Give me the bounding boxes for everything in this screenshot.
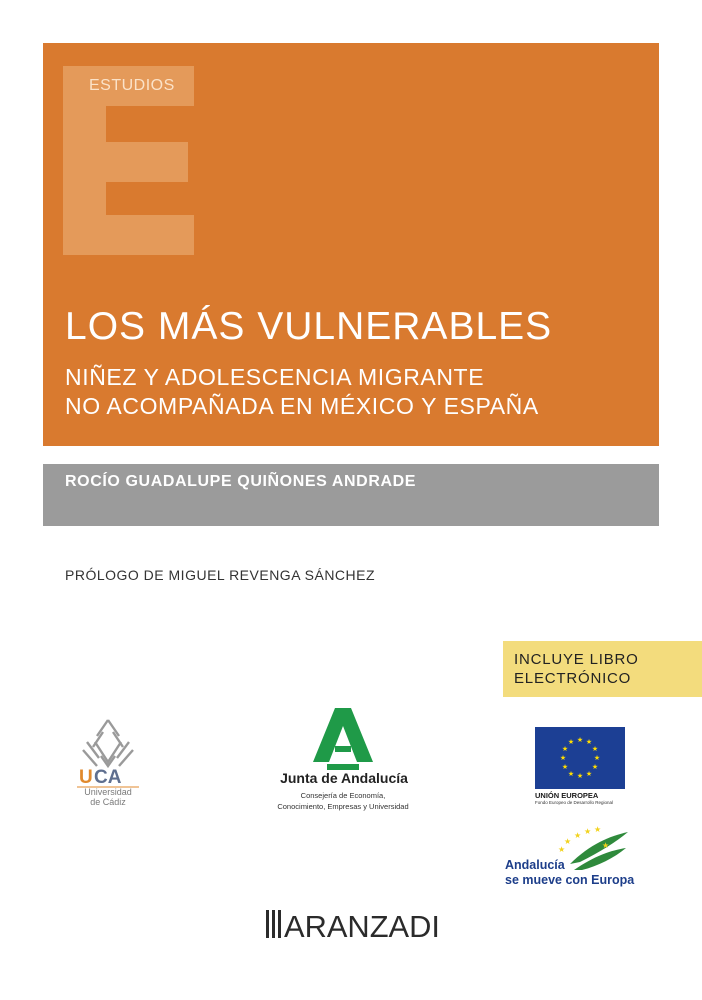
svg-text:U: U <box>79 767 93 788</box>
ebook-badge <box>503 641 702 697</box>
svg-text:★: ★ <box>561 745 569 753</box>
junta-department-line: Conocimiento, Empresas y Universidad <box>277 802 409 811</box>
svg-text:★: ★ <box>564 837 572 846</box>
svg-text:★: ★ <box>567 770 575 778</box>
uca-caption-line: Universidad <box>84 787 132 797</box>
aranzadi-logo <box>266 906 446 942</box>
series-label: ESTUDIOS <box>89 77 175 94</box>
book-subtitle <box>65 363 539 421</box>
junta-name: Junta de Andalucía <box>280 770 408 786</box>
ebook-badge-text <box>514 650 639 688</box>
subtitle-line: NO ACOMPAÑADA EN MÉXICO Y ESPAÑA <box>65 393 539 419</box>
svg-text:★: ★ <box>585 770 593 778</box>
author-band <box>43 464 659 526</box>
svg-text:★: ★ <box>584 827 592 836</box>
eu-fund: Fondo Europeo de Desarrollo Regional <box>535 800 614 805</box>
svg-text:CA: CA <box>94 767 122 788</box>
svg-text:★: ★ <box>593 754 601 762</box>
andalucia-europa-line: Andalucía <box>505 858 565 872</box>
junta-department <box>258 790 428 812</box>
svg-text:★: ★ <box>585 738 593 746</box>
svg-text:★: ★ <box>558 845 566 854</box>
junta-department-line: Consejería de Economía, <box>300 791 386 800</box>
author-name: ROCÍO GUADALUPE QUIÑONES ANDRADE <box>65 473 417 490</box>
book-title: LOS MÁS VULNERABLES <box>65 305 553 348</box>
svg-text:★: ★ <box>591 763 599 771</box>
svg-text:★: ★ <box>591 745 599 753</box>
andalucia-europa-line: se mueve con Europa <box>505 873 635 887</box>
svg-text:★: ★ <box>559 754 567 762</box>
prologue-credit: PRÓLOGO DE MIGUEL REVENGA SÁNCHEZ <box>65 567 376 583</box>
publisher-name: ARANZADI <box>284 909 440 942</box>
eu-name: UNIÓN EUROPEA <box>535 791 599 800</box>
ebook-line: ELECTRÓNICO <box>514 670 632 687</box>
svg-text:★: ★ <box>594 826 602 834</box>
andalucia-europa-text <box>505 858 634 888</box>
cover-panel <box>43 43 659 446</box>
uca-caption-line: de Cádiz <box>90 797 126 807</box>
svg-text:★: ★ <box>567 738 575 746</box>
junta-logo-icon <box>313 708 373 770</box>
ebook-line: INCLUYE LIBRO <box>514 651 639 668</box>
svg-text:★: ★ <box>574 831 582 840</box>
svg-text:★: ★ <box>576 736 584 744</box>
eu-flag-icon <box>535 727 625 789</box>
svg-text:★: ★ <box>576 772 584 780</box>
svg-text:★: ★ <box>561 763 569 771</box>
subtitle-line: NIÑEZ Y ADOLESCENCIA MIGRANTE <box>65 364 485 390</box>
svg-text:★: ★ <box>602 841 610 850</box>
uca-caption <box>73 787 143 807</box>
